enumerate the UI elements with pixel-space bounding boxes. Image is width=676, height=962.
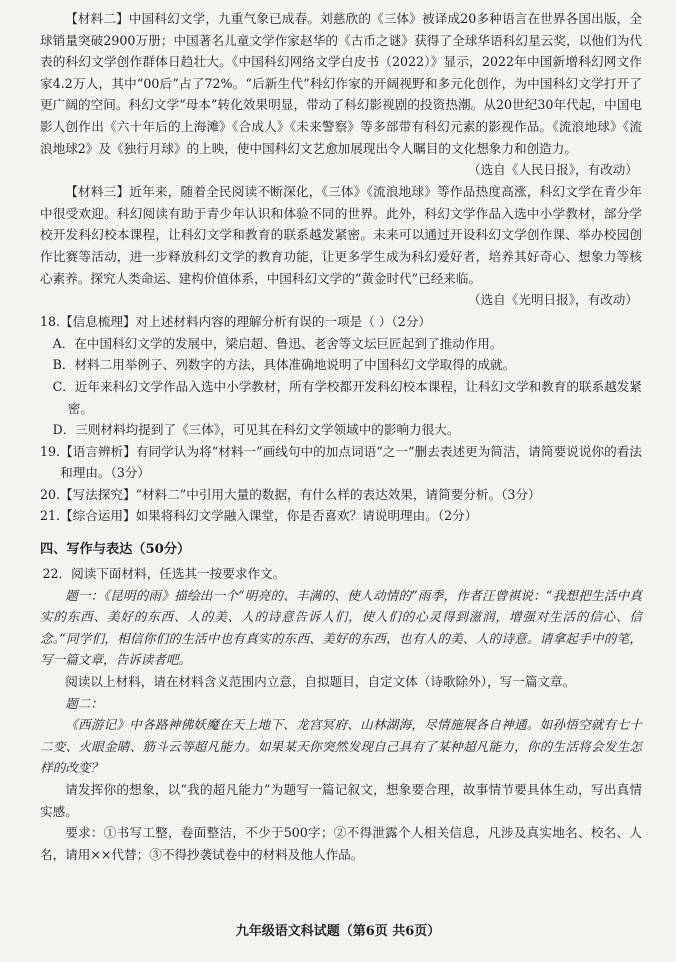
material-2-source: （选自《人民日报》，有改动） <box>467 162 638 178</box>
material-3-source: （选自《光明日报》，有改动） <box>467 292 638 308</box>
question-20: 20.【写法探究】“材料二”中引用大量的数据，有什么样的表达效果，请简要分析。（3分） <box>40 486 541 502</box>
question-18-option-d: D．三则材料均提到了《三体》，可见其在科幻文学领域中的影响力很大。 <box>52 422 460 438</box>
writing-requirements: 要求：①书写工整，卷面整洁，不少于500字；②不得泄露个人相关信息，凡涉及真实地名、校名、人名，请用××代替；③不得抄袭试卷中的材料及他人作品。 <box>40 825 642 862</box>
question-18-stem: 18.【信息梳理】对上述材料内容的理解分析有误的一项是（ ）（2分） <box>40 314 431 330</box>
question-21: 21.【综合运用】如果将科幻文学融入课堂，你是否喜欢？请说明理由。（2分） <box>40 508 478 524</box>
topic-2-label: 题二： <box>65 695 103 711</box>
topic-2-instruction: 请发挥你的想象，以“我的超凡能力”为题写一篇记叙文，想象要合理，故事情节要具体生动，写出真情实感。 <box>40 782 642 819</box>
question-22: 22．阅读下面材料，任选其一按要求作文。 <box>42 566 286 582</box>
topic-1-instruction: 阅读以上材料，请在材料含义范围内立意，自拟题目，自定文体（诗歌除外），写一篇文章。 <box>65 674 576 690</box>
section-4-heading: 四、写作与表达（50分） <box>40 542 191 558</box>
material-2-text: 【材料二】中国科幻文学，九重气象已成春。刘慈欣的《三体》被译成20多种语言在世界各国出版，全球销量突破2900万册；中国著名儿童文学作家赵华的《古币之谜》获得了全球华语科幻星云奖，以他们为代表的科幻文学创作群体日趋壮大。《中国科幻网络文学白皮书（2022）》显示，2022年中国新增科幻网文作家4.2万人，其中“00后”占了72%。“后新生代”科幻作家的开阔视野和多元化创作，为中国科幻文学打开了更广阔的空间。科幻文学“母本”转化效果明显，带动了科幻影视剧的投资热潮。从20世纪30年代起，中国电影人创作出《六十年后的上海滩》《合成人》《未来警察》等多部带有科幻元素的影视作品。《流浪地球》《流浪地球2》及《独行月球》的上映，使中国科幻文艺愈加展现出令人瞩目的文化想象力和创造力。 <box>40 11 642 156</box>
question-18-option-b: B．材料二用举例子、列数字的方法，具体准确地说明了中国科幻文学取得的成就。 <box>52 357 516 373</box>
question-18-option-a: A．在中国科幻文学的发展中，梁启超、鲁迅、老舍等文坛巨匠起到了推动作用。 <box>52 335 503 351</box>
material-3-text: 【材料三】近年来，随着全民阅读不断深化，《三体》《流浪地球》等作品热度高涨，科幻文学在青少年中很受欢迎。科幻阅读有助于青少年认识和体验不同的世界。此外，科幻文学作品入选中小学教材，部分学校开发科幻校本课程，让科幻文学和教育的联系越发紧密。未来可以通过开设科幻文学创作课、举办校园创作比赛等活动，进一步释放科幻文学的教育功能，让更多学生成为科幻爱好者，培养其好奇心、想象力等核心素养。探究人类命运、建构价值体系，中国科幻文学的“黄金时代”已经来临。 <box>40 184 642 286</box>
topic-1-prompt: 题一：《昆明的雨》描绘出一个“明亮的、丰满的、使人动情的”雨季，作者汪曾祺说：“我想把生活中真实的东西、美好的东西、人的美、人的诗意告诉人们，使人们的心灵得到滋润，增强对生活的信心、信念。”同学们，相信你们的生活中也有真实的东西、美好的东西，也有人的美、人的诗意。请拿起手中的笔，写一篇文章，告诉读者吧。 <box>40 587 642 668</box>
page-footer: 九年级语文科试题（第6页 共6页） <box>235 924 441 939</box>
question-18-option-c: C．近年来科幻文学作品入选中小学教材，所有学校都开发科幻校本课程，让科幻文学和教育的联系越发紧密。 <box>52 378 642 416</box>
topic-2-prompt: 《西游记》中各路神佛妖魔在天上地下、龙宫冥府、山林湖海，尽情施展各自神通。如孙悟空就有七十二变、火眼金睛、筋斗云等超凡能力。如果某天你突然发现自己具有了某种超凡能力，你的生活将会发生怎样的改变？ <box>40 717 642 776</box>
question-19: 19.【语言辨析】有同学认为将“材料一”画线句中的加点词语“之一”删去表述更为简洁，请简要说说你的看法和理由。（3分） <box>40 443 642 481</box>
